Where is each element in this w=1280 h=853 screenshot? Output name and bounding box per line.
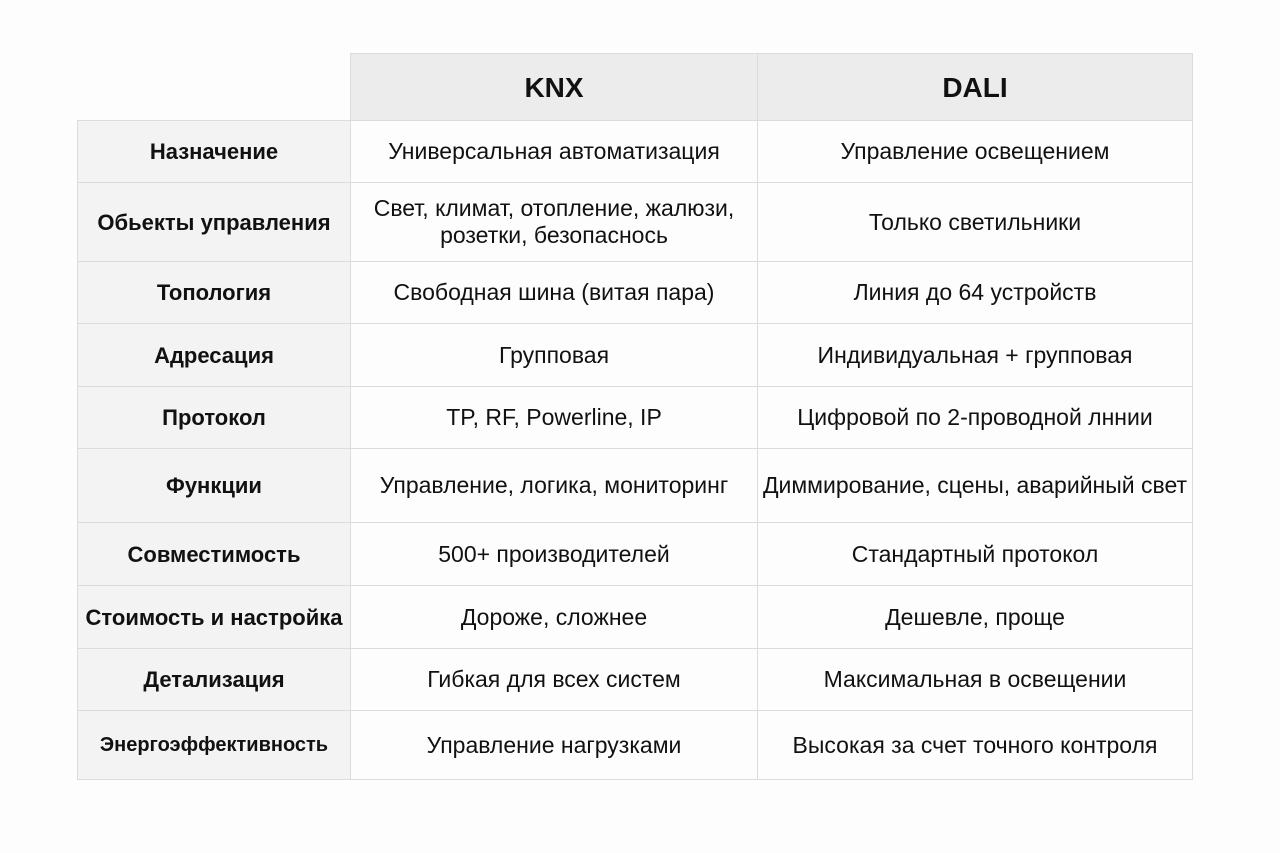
- dali-value: Управление освещением: [758, 121, 1193, 183]
- table-row: [78, 121, 1193, 183]
- table-row: [78, 711, 1193, 780]
- row-label: Назначение: [78, 121, 351, 183]
- dali-value: Максимальная в освещении: [758, 649, 1193, 711]
- table-row: [78, 183, 1193, 262]
- row-label: Энергоэффективность: [78, 711, 351, 780]
- table-row: [78, 387, 1193, 449]
- row-label: Адресация: [78, 324, 351, 387]
- knx-value: 500+ производителей: [351, 523, 758, 586]
- table-row: [78, 523, 1193, 586]
- dali-value: Цифровой по 2-проводной лннии: [758, 387, 1193, 449]
- dali-value: Дешевле, проще: [758, 586, 1193, 649]
- knx-value: Свободная шина (витая пара): [351, 262, 758, 324]
- table-row: [78, 449, 1193, 523]
- knx-value: Групповая: [351, 324, 758, 387]
- knx-value: Гибкая для всех систем: [351, 649, 758, 711]
- column-header-dali: DALI: [758, 54, 1193, 121]
- dali-value: Стандартный протокол: [758, 523, 1193, 586]
- knx-value: TP, RF, Powerline, IP: [351, 387, 758, 449]
- knx-value: Свет, климат, отопление, жалюзи, розетки, безопаснось: [351, 183, 758, 262]
- row-label: Протокол: [78, 387, 351, 449]
- row-label: Топология: [78, 262, 351, 324]
- knx-value: Управление нагрузками: [351, 711, 758, 780]
- table-row: [78, 649, 1193, 711]
- dali-value: Линия до 64 устройств: [758, 262, 1193, 324]
- corner-cell: [78, 54, 351, 121]
- header-row: [78, 54, 1193, 121]
- table-row: [78, 262, 1193, 324]
- knx-value: Универсальная автоматизация: [351, 121, 758, 183]
- table-row: [78, 324, 1193, 387]
- column-header-knx: KNX: [351, 54, 758, 121]
- row-label: Стоимость и настройка: [78, 586, 351, 649]
- dali-value: Индивидуальная + групповая: [758, 324, 1193, 387]
- dali-value: Только светильники: [758, 183, 1193, 262]
- comparison-table: [77, 53, 1193, 780]
- row-label: Функции: [78, 449, 351, 523]
- row-label: Детализация: [78, 649, 351, 711]
- table-row: [78, 586, 1193, 649]
- dali-value: Высокая за счет точного контроля: [758, 711, 1193, 780]
- dali-value: Диммирование, сцены, аварийный свет: [758, 449, 1193, 523]
- knx-value: Дороже, сложнее: [351, 586, 758, 649]
- knx-value: Управление, логика, мониторинг: [351, 449, 758, 523]
- row-label: Обьекты управления: [78, 183, 351, 262]
- row-label: Совместимость: [78, 523, 351, 586]
